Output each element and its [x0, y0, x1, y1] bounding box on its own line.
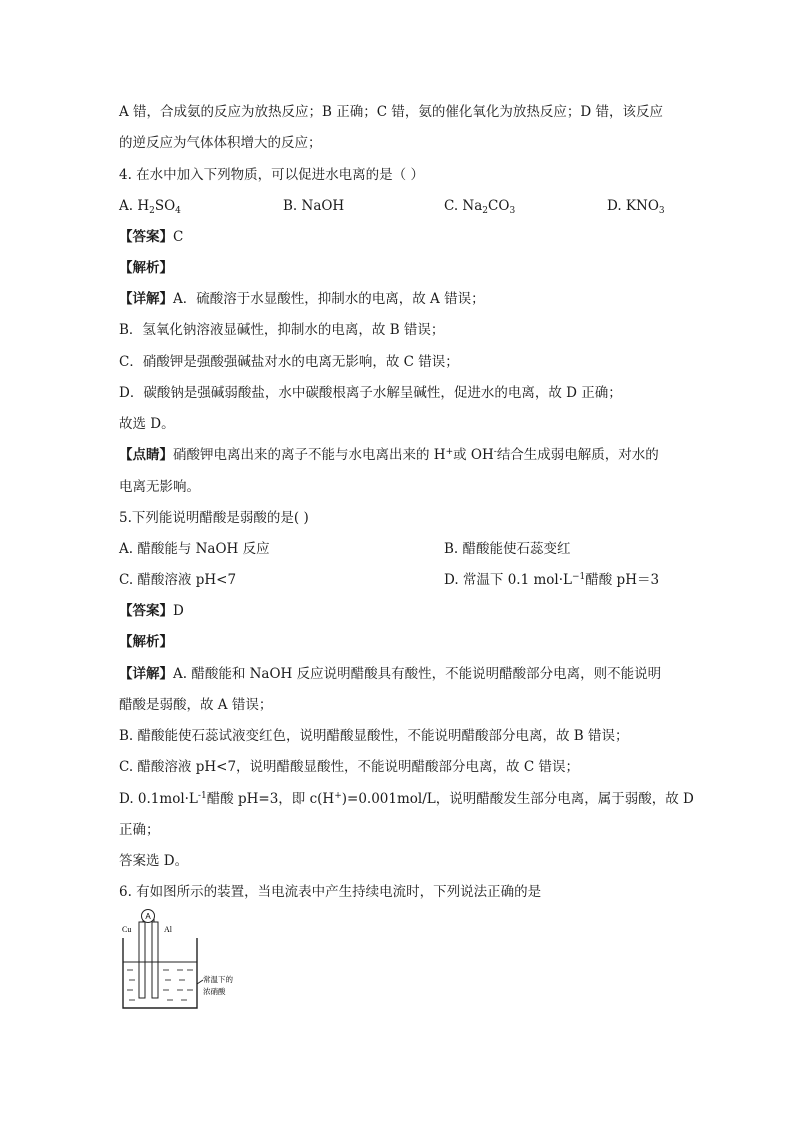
q4-comment: 【点睛】硝酸钾电离出来的离子不能与水电离出来的 H+或 OH-结合生成弱电解质，对水的 — [119, 447, 659, 463]
q5-option-a: A. 醋酸能与 NaOH 反应 — [119, 541, 270, 557]
q5-option-c: C. 醋酸溶液 pH<7 — [119, 572, 237, 588]
q3-explanation-line2: 的逆反应为气体体积增大的反应； — [119, 135, 322, 151]
q5-detail-d-line2: 正确； — [119, 822, 160, 838]
q4-conclusion: 故选 D。 — [119, 416, 175, 432]
q5-detail-a: 【详解】A. 醋酸能和 NaOH 反应说明醋酸具有酸性，不能说明醋酸部分电离，则不能说明 — [119, 666, 662, 682]
solution-label-2: 浓硝酸 — [203, 987, 226, 996]
q6-stem: 6. 有如图所示的装置，当电流表中产生持续电流时，下列说法正确的是 — [119, 884, 542, 900]
al-label: Al — [164, 925, 172, 934]
q4-detail-d: D．碳酸钠是强碱弱酸盐，水中碳酸根离子水解呈碱性，促进水的电离，故 D 正确； — [119, 385, 622, 401]
beaker — [123, 938, 197, 1008]
solution-label-1: 常温下的 — [203, 975, 233, 984]
q4-option-c: C. $Na_2CO_3$ — [444, 198, 516, 216]
q3-explanation-line1: A 错，合成氨的反应为放热反应；B 正确；C 错，氨的催化氧化为放热反应；D 错，该反应 — [119, 104, 663, 120]
q5-detail-c: C. 醋酸溶液 pH<7，说明醋酸显酸性，不能说明醋酸部分电离，故 C 错误； — [119, 759, 579, 775]
q5-analysis-label: 【解析】 — [119, 634, 173, 650]
ammeter-label: A — [145, 912, 151, 921]
q4-detail-c: C．硝酸钾是强酸强碱盐对水的电离无影响，故 C 错误； — [119, 354, 459, 370]
q5-stem: 5.下列能说明醋酸是弱酸的是( ) — [119, 510, 309, 526]
cu-label: Cu — [122, 925, 132, 934]
q4-comment-line2: 电离无影响。 — [119, 479, 200, 495]
q4-analysis-label: 【解析】 — [119, 260, 173, 276]
q4-option-b: B. NaOH — [283, 198, 345, 214]
q5-detail-a-line2: 醋酸是弱酸，故 A 错误； — [119, 697, 273, 713]
al-electrode — [152, 922, 158, 998]
q4-answer: 【答案】C — [119, 229, 184, 245]
q4-option-d: D. $KNO_3$ — [607, 198, 665, 216]
q5-option-b: B. 醋酸能使石蕊变红 — [444, 541, 571, 557]
q4-detail-b: B．氢氧化钠溶液显碱性，抑制水的电离，故 B 错误； — [119, 322, 445, 338]
q5-detail-d: D. $0.1mol\cdot L^{-1}$醋酸 pH=3，即 c(H+)=0.001mol/L，说明醋酸发生部分电离，属于弱酸，故 D — [119, 791, 694, 807]
galvanic-cell-diagram — [117, 908, 233, 1012]
cu-electrode — [139, 922, 145, 998]
q4-option-a: A. $H_2SO_4$ — [119, 198, 181, 216]
q4-detail-a: 【详解】A．硫酸溶于水显酸性，抑制水的电离，故 A 错误； — [119, 291, 485, 307]
liquid-hatching — [127, 970, 193, 1000]
q4-stem: 4. 在水中加入下列物质，可以促进水电离的是（ ） — [119, 167, 424, 183]
q5-conclusion: 答案选 D。 — [119, 853, 189, 869]
q5-answer: 【答案】D — [119, 603, 184, 619]
q5-detail-b: B. 醋酸能使石蕊试液变红色，说明醋酸显酸性，不能说明醋酸部分电离，故 B 错误； — [119, 728, 629, 744]
q5-option-d: D. 常温下 0.1 $mol\cdot L^{-1}$醋酸 pH＝3 — [444, 572, 660, 588]
